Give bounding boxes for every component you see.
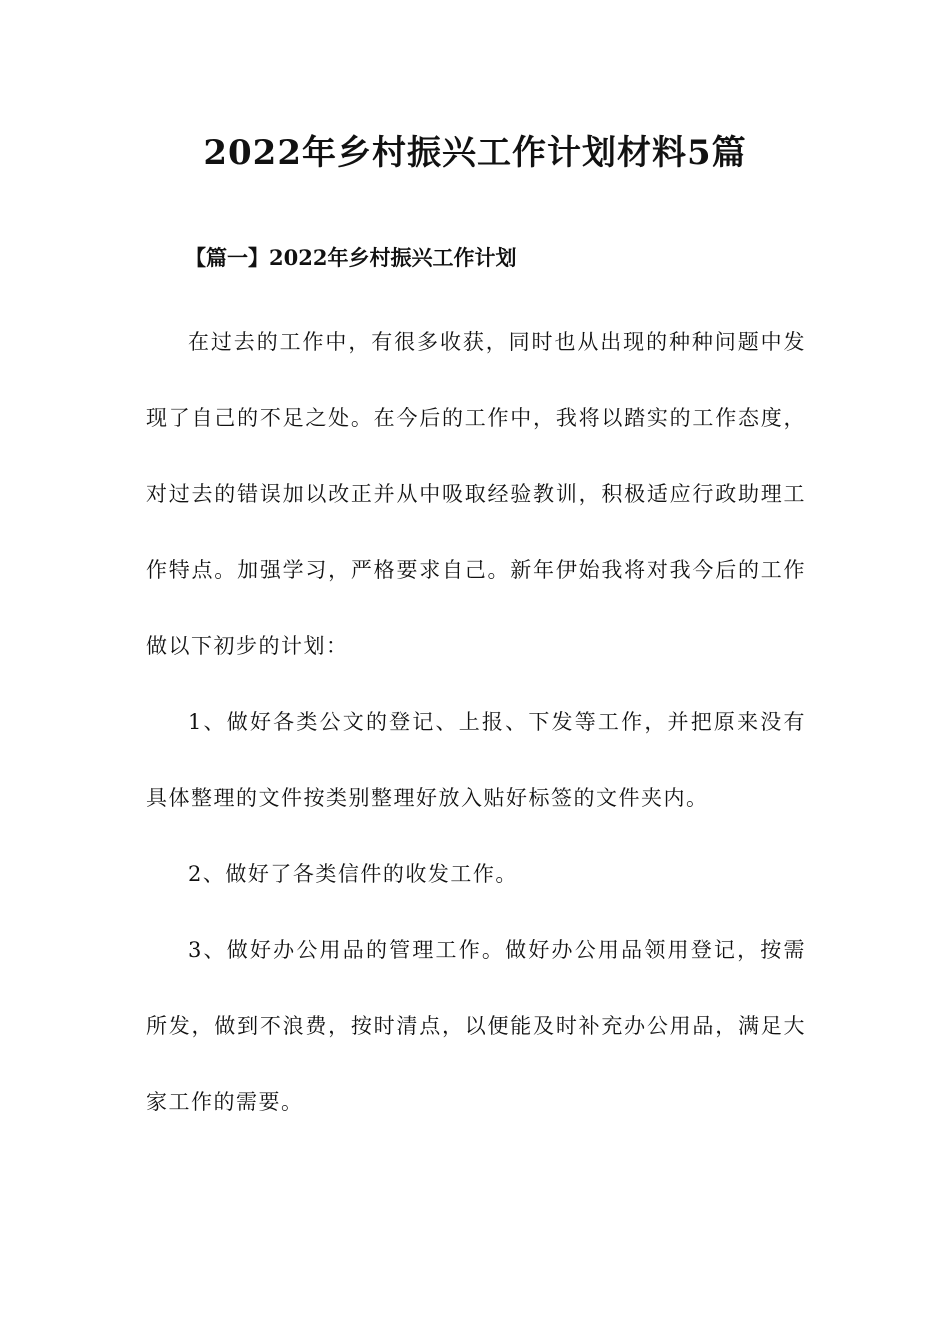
paragraph-item-1: 1、做好各类公文的登记、上报、下发等工作，并把原来没有具体整理的文件按类别整理好放入贴好标签的文件夹内。	[146, 710, 806, 810]
section-heading: 【篇一】2022年乡村振兴工作计划	[185, 245, 517, 270]
document-title: 2022年乡村振兴工作计划材料5篇	[203, 133, 747, 173]
paragraph-item-3: 3、做好办公用品的管理工作。做好办公用品领用登记，按需所发，做到不浪费，按时清点，以便能及时补充办公用品，满足大家工作的需要。	[146, 938, 806, 1114]
document-body	[146, 304, 806, 1140]
paragraph-intro: 在过去的工作中，有很多收获，同时也从出现的种种问题中发现了自己的不足之处。在今后的工作中，我将以踏实的工作态度，对过去的错误加以改正并从中吸取经验教训，积极适应行政助理工作特点。加强学习，严格要求自己。新年伊始我将对我今后的工作做以下初步的计划：	[146, 330, 806, 658]
paragraph-item-2: 2、做好了各类信件的收发工作。	[188, 862, 518, 886]
